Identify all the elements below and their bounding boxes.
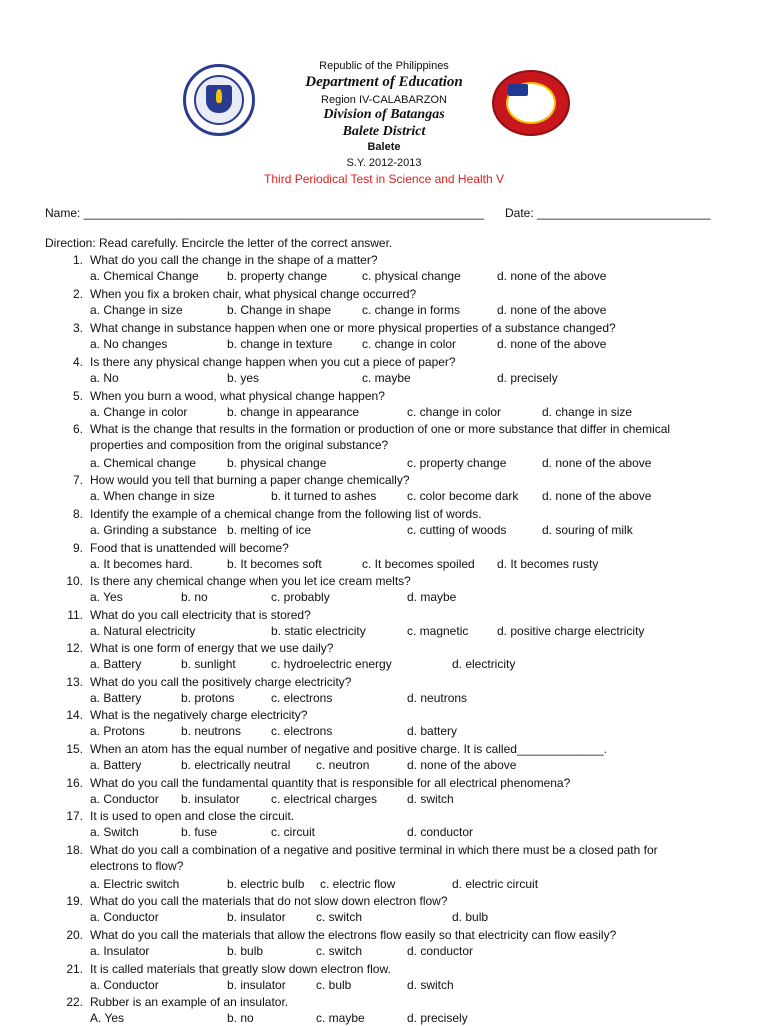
question-number: 20. xyxy=(66,928,83,942)
answer-choice-a[interactable]: a. Battery xyxy=(90,758,142,772)
answer-choice-d[interactable]: d. maybe xyxy=(407,590,457,604)
question-text: Identify the example of a chemical change from the following list of words. xyxy=(90,507,482,521)
answer-choice-d[interactable]: d. none of the above xyxy=(497,303,607,317)
question-number: 16. xyxy=(66,776,83,790)
answer-choice-a[interactable]: a. Chemical Change xyxy=(90,269,199,283)
answer-choice-d[interactable]: d. electricity xyxy=(452,657,516,671)
answer-choice-a[interactable]: a. Yes xyxy=(90,590,123,604)
question-number: 11. xyxy=(67,608,83,622)
answer-choice-b[interactable]: b. bulb xyxy=(227,944,264,958)
answer-choice-b[interactable]: b. no xyxy=(181,590,208,604)
question-text: What do you call the materials that allow the electrons flow easily so that electricity can flow easily? xyxy=(90,928,617,942)
answer-choice-d[interactable]: d. switch xyxy=(407,978,454,992)
answer-choice-c[interactable]: c. change in color xyxy=(362,337,457,351)
question-number: 14. xyxy=(66,708,83,722)
question-text: What do you call the fundamental quantity that is responsible for all electrical phenomena? xyxy=(90,776,571,790)
answer-choice-d[interactable]: d. none of the above xyxy=(542,456,652,470)
answer-choice-a[interactable]: a. Electric switch xyxy=(90,877,180,891)
question-number: 3. xyxy=(72,321,83,335)
question-number: 8. xyxy=(72,507,83,521)
answer-choice-d[interactable]: d. conductor xyxy=(407,825,474,839)
answer-choice-b[interactable]: b. electric bulb xyxy=(227,877,305,891)
answer-choice-c[interactable]: c. property change xyxy=(407,456,507,470)
question-text: It is called materials that greatly slow down electron flow. xyxy=(90,962,391,976)
name-field[interactable]: Name: ____________________________________________________________ xyxy=(45,206,485,220)
answer-choice-b[interactable]: b. It becomes soft xyxy=(227,557,322,571)
answer-choice-a[interactable]: a. When change in size xyxy=(90,489,215,503)
answer-choice-c[interactable]: c. change in color xyxy=(407,405,502,419)
answer-choice-a[interactable]: a. Conductor xyxy=(90,910,159,924)
answer-choice-b[interactable]: b. protons xyxy=(181,691,235,705)
answer-choice-c[interactable]: c. cutting of woods xyxy=(407,523,507,537)
answer-choice-a[interactable]: a. No xyxy=(90,371,119,385)
answer-choice-c[interactable]: c. maybe xyxy=(316,1011,365,1025)
question-number: 5. xyxy=(72,389,83,403)
question-text: Is there any chemical change when you let ice cream melts? xyxy=(90,574,411,588)
district-heading: Balete District xyxy=(342,124,426,139)
town-heading: Balete xyxy=(367,141,401,153)
region-heading: Region IV-CALABARZON xyxy=(321,94,447,106)
answer-choice-a[interactable]: a. Grinding a substance xyxy=(90,523,217,537)
direction-text: Direction: Read carefully. Encircle the letter of the correct answer. xyxy=(45,236,393,250)
answer-choice-c[interactable]: c. neutron xyxy=(316,758,370,772)
answer-choice-c[interactable]: c. circuit xyxy=(271,825,316,839)
question-text: Rubber is an example of an insulator. xyxy=(90,995,289,1009)
test-title: Third Periodical Test in Science and Health V xyxy=(264,172,504,186)
question-text-continued: electrons to flow? xyxy=(90,859,184,873)
answer-choice-b[interactable]: b. it turned to ashes xyxy=(271,489,377,503)
answer-choice-b[interactable]: b. sunlight xyxy=(181,657,236,671)
answer-choice-d[interactable]: d. none of the above xyxy=(497,337,607,351)
answer-choice-c[interactable]: c. electrical charges xyxy=(271,792,378,806)
answer-choice-d[interactable]: d. neutrons xyxy=(407,691,468,705)
answer-choice-b[interactable]: b. property change xyxy=(227,269,328,283)
question-text: When you fix a broken chair, what physical change occurred? xyxy=(90,287,417,301)
department-heading: Department of Education xyxy=(305,74,463,90)
question-number: 2. xyxy=(72,287,83,301)
answer-choice-a[interactable]: a. Conductor xyxy=(90,978,159,992)
answer-choice-b[interactable]: b. neutrons xyxy=(181,724,242,738)
question-number: 13. xyxy=(66,675,83,689)
question-number: 17. xyxy=(66,809,83,823)
question-number: 19. xyxy=(66,894,83,908)
question-text: Food that is unattended will become? xyxy=(90,541,289,555)
answer-choice-a[interactable]: A. Yes xyxy=(90,1011,125,1025)
question-number: 9. xyxy=(72,541,83,555)
answer-choice-d[interactable]: d. none of the above xyxy=(497,269,607,283)
answer-choice-a[interactable]: a. Conductor xyxy=(90,792,159,806)
question-text: What is one form of energy that we use daily? xyxy=(90,641,334,655)
answer-choice-b[interactable]: b. change in texture xyxy=(227,337,333,351)
question-number: 15. xyxy=(66,742,83,756)
answer-choice-d[interactable]: d. electric circuit xyxy=(452,877,539,891)
answer-choice-d[interactable]: d. souring of milk xyxy=(542,523,633,537)
answer-choice-d[interactable]: d. battery xyxy=(407,724,458,738)
date-field[interactable]: Date: __________________________ xyxy=(505,206,711,220)
answer-choice-b[interactable]: b. insulator xyxy=(181,792,240,806)
answer-choice-a[interactable]: a. Natural electricity xyxy=(90,624,196,638)
answer-choice-c[interactable]: c. It becomes spoiled xyxy=(362,557,475,571)
answer-choice-d[interactable]: d. precisely xyxy=(497,371,558,385)
answer-choice-a[interactable]: a. Battery xyxy=(90,691,142,705)
republic-heading: Republic of the Philippines xyxy=(319,60,449,72)
answer-choice-d[interactable]: d. bulb xyxy=(452,910,489,924)
question-number: 18. xyxy=(66,843,83,857)
answer-choice-b[interactable]: b. insulator xyxy=(227,978,286,992)
question-text: What is the change that results in the formation or production of one or more substance that differ in chemical xyxy=(90,422,671,436)
answer-choice-d[interactable]: d. precisely xyxy=(407,1011,468,1025)
answer-choice-c[interactable]: c. magnetic xyxy=(407,624,469,638)
question-text: What do you call the change in the shape of a matter? xyxy=(90,253,378,267)
question-text: What do you call a combination of a negative and positive terminal in which there must be a closed path for xyxy=(90,843,658,857)
answer-choice-b[interactable]: b. Change in shape xyxy=(227,303,332,317)
question-number: 12. xyxy=(66,641,83,655)
answer-choice-c[interactable]: c. maybe xyxy=(362,371,411,385)
answer-choice-a[interactable]: a. Change in size xyxy=(90,303,183,317)
division-heading: Division of Batangas xyxy=(323,107,445,122)
answer-choice-c[interactable]: c. bulb xyxy=(316,978,352,992)
answer-choice-a[interactable]: a. Change in color xyxy=(90,405,188,419)
answer-choice-a[interactable]: a. Insulator xyxy=(90,944,150,958)
answer-choice-d[interactable]: d. switch xyxy=(407,792,454,806)
question-number: 10. xyxy=(66,574,83,588)
question-text-continued: properties and composition from the original substance? xyxy=(90,438,389,452)
question-text: How would you tell that burning a paper change chemically? xyxy=(90,473,410,487)
school-year: S.Y. 2012-2013 xyxy=(346,157,422,169)
answer-choice-c[interactable]: c. probably xyxy=(271,590,330,604)
answer-choice-d[interactable]: d. none of the above xyxy=(407,758,517,772)
answer-choice-a[interactable]: a. Chemical change xyxy=(90,456,197,470)
answer-choice-c[interactable]: c. hydroelectric energy xyxy=(271,657,392,671)
answer-choice-d[interactable]: d. none of the above xyxy=(542,489,652,503)
answer-choice-d[interactable]: d. change in size xyxy=(542,405,633,419)
question-text: What do you call electricity that is stored? xyxy=(90,608,311,622)
answer-choice-b[interactable]: b. static electricity xyxy=(271,624,366,638)
answer-choice-a[interactable]: a. No changes xyxy=(90,337,168,351)
question-text: What change in substance happen when one or more physical properties of a substance changed? xyxy=(90,321,616,335)
question-text: What do you call the positively charge electricity? xyxy=(90,675,352,689)
answer-choice-c[interactable]: c. electric flow xyxy=(320,877,396,891)
question-text: When an atom has the equal number of negative and positive charge. It is called_____________. xyxy=(90,742,608,756)
answer-choice-b[interactable]: b. no xyxy=(227,1011,254,1025)
answer-choice-a[interactable]: a. Battery xyxy=(90,657,142,671)
question-number: 1. xyxy=(72,253,83,267)
answer-choice-c[interactable]: c. change in forms xyxy=(362,303,461,317)
answer-choice-b[interactable]: b. electrically neutral xyxy=(181,758,291,772)
answer-choice-c[interactable]: c. electrons xyxy=(271,724,333,738)
answer-choice-c[interactable]: c. physical change xyxy=(362,269,461,283)
answer-choice-d[interactable]: d. positive charge electricity xyxy=(497,624,645,638)
question-text: Is there any physical change happen when you cut a piece of paper? xyxy=(90,355,456,369)
answer-choice-c[interactable]: c. switch xyxy=(316,944,363,958)
answer-choice-b[interactable]: b. fuse xyxy=(181,825,218,839)
question-number: 7. xyxy=(72,473,83,487)
answer-choice-d[interactable]: d. conductor xyxy=(407,944,474,958)
question-text: What do you call the materials that do not slow down electron flow? xyxy=(90,894,448,908)
question-number: 22. xyxy=(66,995,83,1009)
answer-choice-b[interactable]: b. change in appearance xyxy=(227,405,360,419)
answer-choice-c[interactable]: c. color become dark xyxy=(407,489,519,503)
answer-choice-a[interactable]: a. It becomes hard. xyxy=(90,557,193,571)
answer-choice-a[interactable]: a. Protons xyxy=(90,724,145,738)
question-number: 21. xyxy=(66,962,83,976)
answer-choice-c[interactable]: c. switch xyxy=(316,910,363,924)
question-number: 6. xyxy=(72,422,83,436)
answer-choice-d[interactable]: d. It becomes rusty xyxy=(497,557,599,571)
answer-choice-a[interactable]: a. Switch xyxy=(90,825,139,839)
answer-choice-b[interactable]: b. insulator xyxy=(227,910,286,924)
answer-choice-b[interactable]: b. physical change xyxy=(227,456,327,470)
answer-choice-b[interactable]: b. melting of ice xyxy=(227,523,312,537)
answer-choice-b[interactable]: b. yes xyxy=(227,371,260,385)
question-text: When you burn a wood, what physical change happen? xyxy=(90,389,385,403)
question-number: 4. xyxy=(72,355,83,369)
question-text: It is used to open and close the circuit. xyxy=(90,809,295,823)
question-text: What is the negatively charge electricity? xyxy=(90,708,308,722)
answer-choice-c[interactable]: c. electrons xyxy=(271,691,333,705)
